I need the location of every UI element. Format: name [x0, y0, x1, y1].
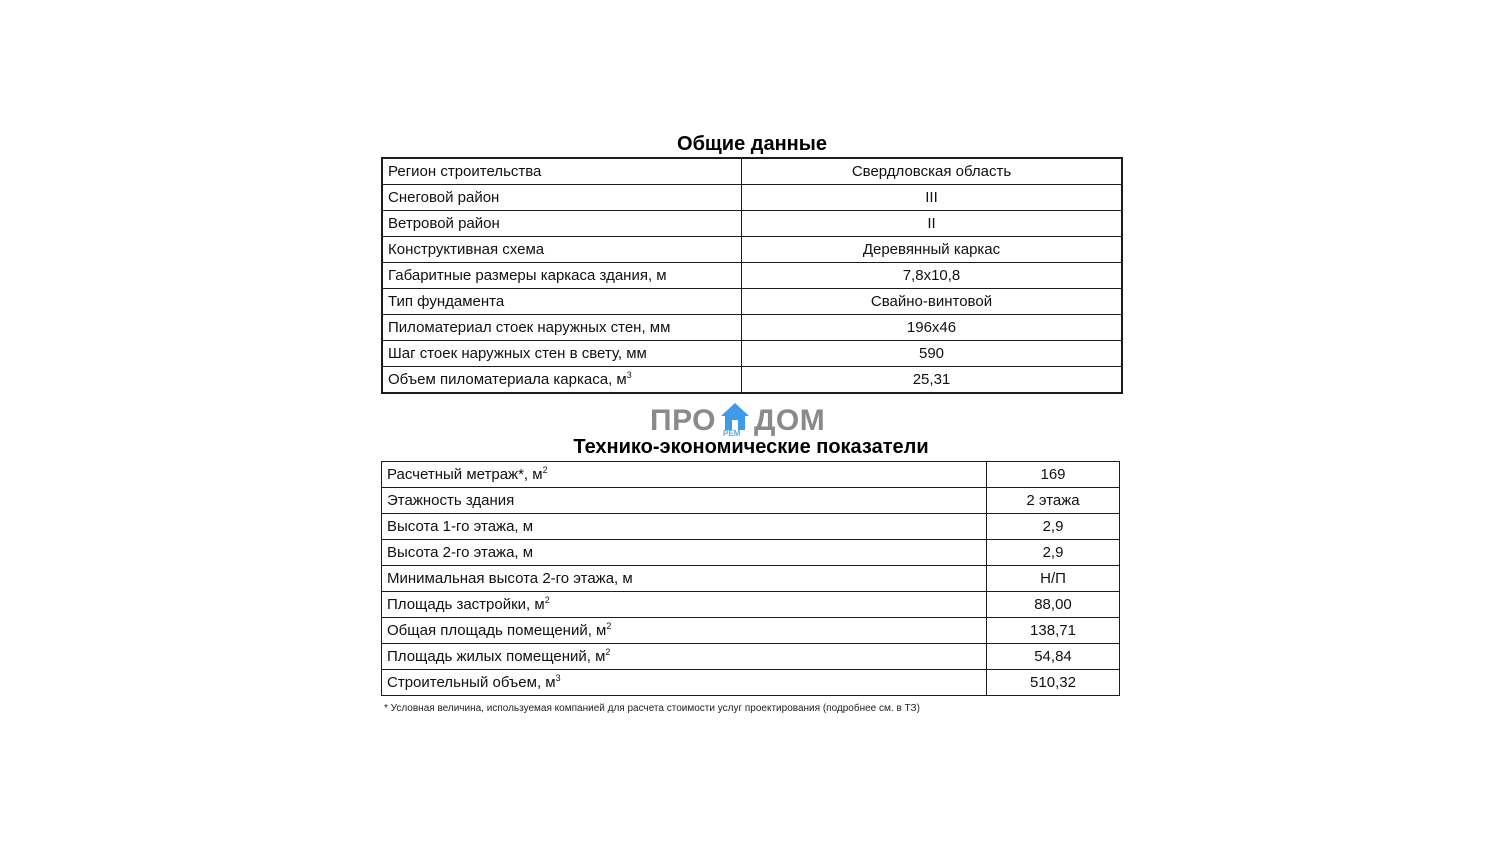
table-row	[382, 644, 1120, 670]
row-label-cell	[382, 488, 987, 514]
row-label-cell	[382, 618, 987, 644]
row-label: Конструктивная схема	[388, 241, 545, 258]
prodom-logo	[650, 401, 825, 441]
row-label: Высота 2-го этажа, м	[387, 544, 534, 561]
row-value: 590	[742, 341, 1123, 367]
row-value: Свердловская область	[742, 158, 1123, 185]
row-label-cell	[382, 211, 742, 237]
row-label-cell	[382, 341, 742, 367]
table-row	[382, 158, 1122, 185]
table-row	[382, 514, 1120, 540]
row-value: 7,8х10,8	[742, 263, 1123, 289]
row-label: Регион строительства	[388, 163, 542, 180]
indicators-table	[381, 461, 1120, 696]
general-data-table	[381, 157, 1123, 394]
row-label: Снеговой район	[388, 189, 500, 206]
row-value: 54,84	[987, 644, 1120, 670]
table-row	[382, 263, 1122, 289]
row-label-cell	[382, 540, 987, 566]
row-label: Высота 1-го этажа, м	[387, 518, 534, 535]
row-label-cell	[382, 462, 987, 488]
table-row	[382, 185, 1122, 211]
row-label: Строительный объем, м	[387, 674, 556, 691]
table-row	[382, 367, 1122, 394]
row-label: Тип фундамента	[388, 293, 505, 310]
logo-text-right: ДОМ	[754, 404, 826, 437]
row-value: Свайно-винтовой	[742, 289, 1123, 315]
row-label: Пиломатериал стоек наружных стен, мм	[388, 319, 671, 336]
row-value: 25,31	[742, 367, 1123, 394]
row-label: Площадь жилых помещений, м	[387, 648, 606, 665]
row-value: II	[742, 211, 1123, 237]
row-value: 2 этажа	[987, 488, 1120, 514]
row-label: Расчетный метраж*, м	[387, 466, 543, 483]
row-label: Площадь застройки, м	[387, 596, 545, 613]
table-row	[382, 237, 1122, 263]
row-label-cell	[382, 566, 987, 592]
unit-exponent: 2	[605, 647, 611, 657]
table-row	[382, 618, 1120, 644]
house-icon	[720, 402, 750, 440]
footnote: * Условная величина, используемая компанией для расчета стоимости услуг проектирования (подробнее см. в ТЗ)	[384, 703, 920, 714]
table-row	[382, 592, 1120, 618]
row-label: Объем пиломатериала каркаса, м	[388, 371, 627, 388]
row-label: Ветровой район	[388, 215, 500, 232]
unit-exponent: 2	[542, 465, 548, 475]
general-data-title: Общие данные	[677, 133, 827, 155]
row-label-cell	[382, 644, 987, 670]
row-value: 196х46	[742, 315, 1123, 341]
row-label: Габаритные размеры каркаса здания, м	[388, 267, 667, 284]
table-row	[382, 540, 1120, 566]
row-label: Этажность здания	[387, 492, 515, 509]
table-row	[382, 462, 1120, 488]
row-label-cell	[382, 289, 742, 315]
row-value: 2,9	[987, 514, 1120, 540]
row-label-cell	[382, 367, 742, 394]
row-label-cell	[382, 237, 742, 263]
row-value: III	[742, 185, 1123, 211]
row-value: Деревянный каркас	[742, 237, 1123, 263]
unit-exponent: 3	[555, 673, 561, 683]
logo-small-text: РЕМ	[723, 429, 741, 438]
table-row	[382, 341, 1122, 367]
table-row	[382, 315, 1122, 341]
unit-exponent: 3	[626, 370, 632, 380]
table-row	[382, 670, 1120, 696]
row-value: Н/П	[987, 566, 1120, 592]
unit-exponent: 2	[544, 595, 550, 605]
table-row	[382, 211, 1122, 237]
table-row	[382, 566, 1120, 592]
row-label: Шаг стоек наружных стен в свету, мм	[388, 345, 647, 362]
row-label: Минимальная высота 2-го этажа, м	[387, 570, 633, 587]
row-label-cell	[382, 514, 987, 540]
unit-exponent: 2	[606, 621, 612, 631]
logo-text-left: ПРО	[650, 404, 717, 437]
row-value: 138,71	[987, 618, 1120, 644]
row-label-cell	[382, 670, 987, 696]
table-row	[382, 488, 1120, 514]
row-value: 2,9	[987, 540, 1120, 566]
row-label-cell	[382, 263, 742, 289]
row-label-cell	[382, 158, 742, 185]
row-value: 88,00	[987, 592, 1120, 618]
table-row	[382, 289, 1122, 315]
row-label-cell	[382, 592, 987, 618]
row-label: Общая площадь помещений, м	[387, 622, 607, 639]
indicators-title: Технико-экономические показатели	[573, 436, 929, 458]
row-value: 169	[987, 462, 1120, 488]
row-value: 510,32	[987, 670, 1120, 696]
row-label-cell	[382, 185, 742, 211]
row-label-cell	[382, 315, 742, 341]
